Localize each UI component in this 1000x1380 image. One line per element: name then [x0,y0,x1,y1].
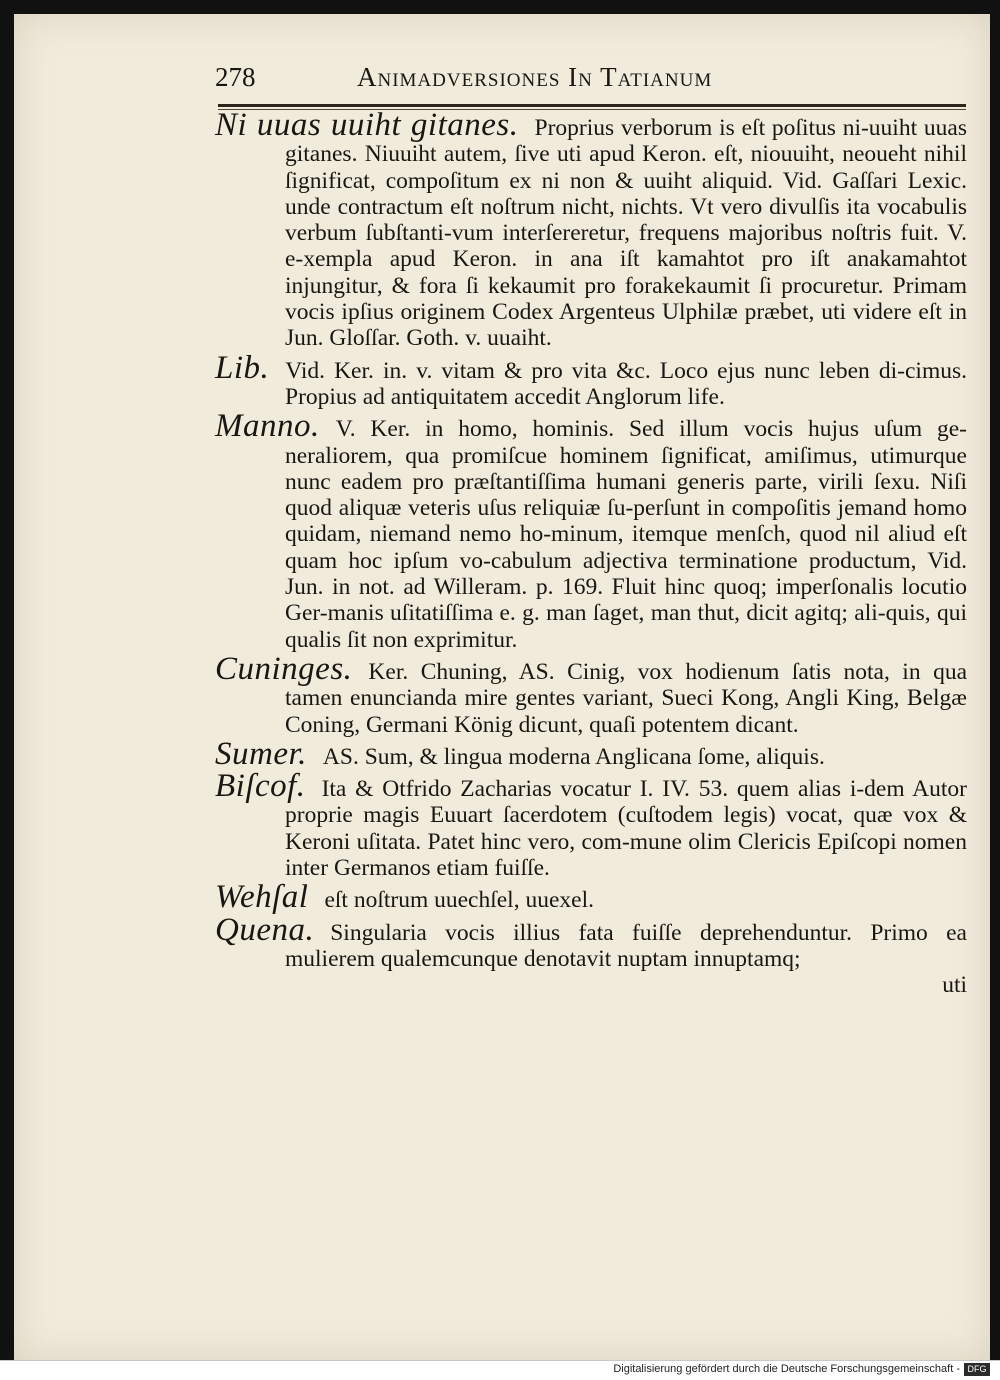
entry-manno [215,408,967,653]
page-number: 278 [215,62,256,92]
headword: Manno. [215,408,320,445]
page-header [215,62,967,102]
entry-cuninges [215,650,967,738]
entry-text: Ita & Otfrido Zacharias vocatur I. IV. 53. quem alias i-dem Autor proprie magis Euuart ſacerdotem (cuſtodem legis) vocat, quæ vox & Keroni uſitata. Patet hinc vero, com-mune olim Clericis Epiſcopi nomen inter Germanos etiam fuiſſe. [285,776,967,882]
catchword: uti [942,972,967,999]
headword: Biſcof. [215,768,306,805]
headword: Wehſal [215,879,309,916]
dfg-logo-icon: DFG [964,1363,990,1376]
headword: Lib. [215,349,270,386]
entries-list [215,107,968,1002]
entry-sumer [215,735,967,772]
entry-wehsal [215,879,967,916]
entry-text: AS. Sum, & lingua moderna Anglicana ſome, aliquis. [322,743,825,770]
entry-text: Singularia vocis illius fata fuiſſe deprehenduntur. Primo ea mulierem qualemcunque denotavit nuptam innuptamq; [285,919,967,972]
entry-ni-uuas-uuiht-gitanes [215,107,968,352]
entry-quena [215,911,967,999]
headword: Cuninges. [215,650,353,687]
entry-text: Vid. Ker. in. v. vitam & pro vita &c. Loco ejus nunc leben di-cimus. Propius ad antiquitatem accedit Anglorum life. [285,357,967,410]
entry-lib [215,349,967,411]
entry-text: V. Ker. in homo, hominis. Sed illum vocis hujus uſum ge-neraliorem, qua promiſcue hominem ſignificat, amiſimus, utimurque nunc eadem pro præſtantiſſima humani generis parte, virili ſexu. Niſi quod aliquæ veteris uſus reliquiæ ſu-perſunt in compoſitis jemand homo quidam, niemand nemo ho-minum, itemque menſch, quod nil aliud eſt quam hoc ipſum vo-cabulum adjectiva terminatione productum, Vid. Jun. in not. ad Willeram. p. 169. Fluit hinc quoq; imperſonalis locutio Ger-manis uſitatiſſima e. g. man ſaget, man thut, dicit agitq; ali-quis, qui qualis ſit non exprimitur. [285,416,967,653]
entry-text: Ker. Chuning, AS. Cinig, vox hodienum ſatis nota, in qua tamen enuncianda mire gentes variant, Sueci Kong, Angli King, Belgæ Coning, Germani König dicunt, quaſi potentem dicant. [285,658,967,738]
headword: Quena. [215,911,315,948]
entry-text: Proprius verborum is eſt poſitus ni-uuiht uuas gitanes. Niuuiht autem, ſive uti apud Keron. eſt, niouuiht, neoueht nihil ſignificat, compoſitum ex ni non & uuiht aliquid. Vid. Gaſſari Lexic. unde contractum eſt noſtrum nicht, nichts. Vt vero divulſis ita vocabulis verbum ſubſtanti-vum interſereretur, frequens majoribus noſtris fuit. V. e-xempla apud Keron. in ana iſt kamahtot pro iſt anakamahtot injungitur, & fora ſi kekaumit pro forakekaumit ſi procuretur. Primam vocis ipſius originem Codex Argenteus Ulphilæ præbet, uti videre eſt in Jun. Gloſſar. Goth. v. uuaiht. [285,115,968,352]
entry-biscof [215,768,967,882]
headword: Ni uuas uuiht gitanes. [215,107,519,143]
entry-text: eſt noſtrum uuechſel, uuexel. [324,887,594,914]
headword: Sumer. [215,735,307,772]
funding-credit: Digitalisierung gefördert durch die Deutsche Forschungsgemeinschaft - [613,1363,960,1375]
footer-bar [0,1360,1000,1380]
running-title: Animadversiones In Tatianum [357,62,713,92]
